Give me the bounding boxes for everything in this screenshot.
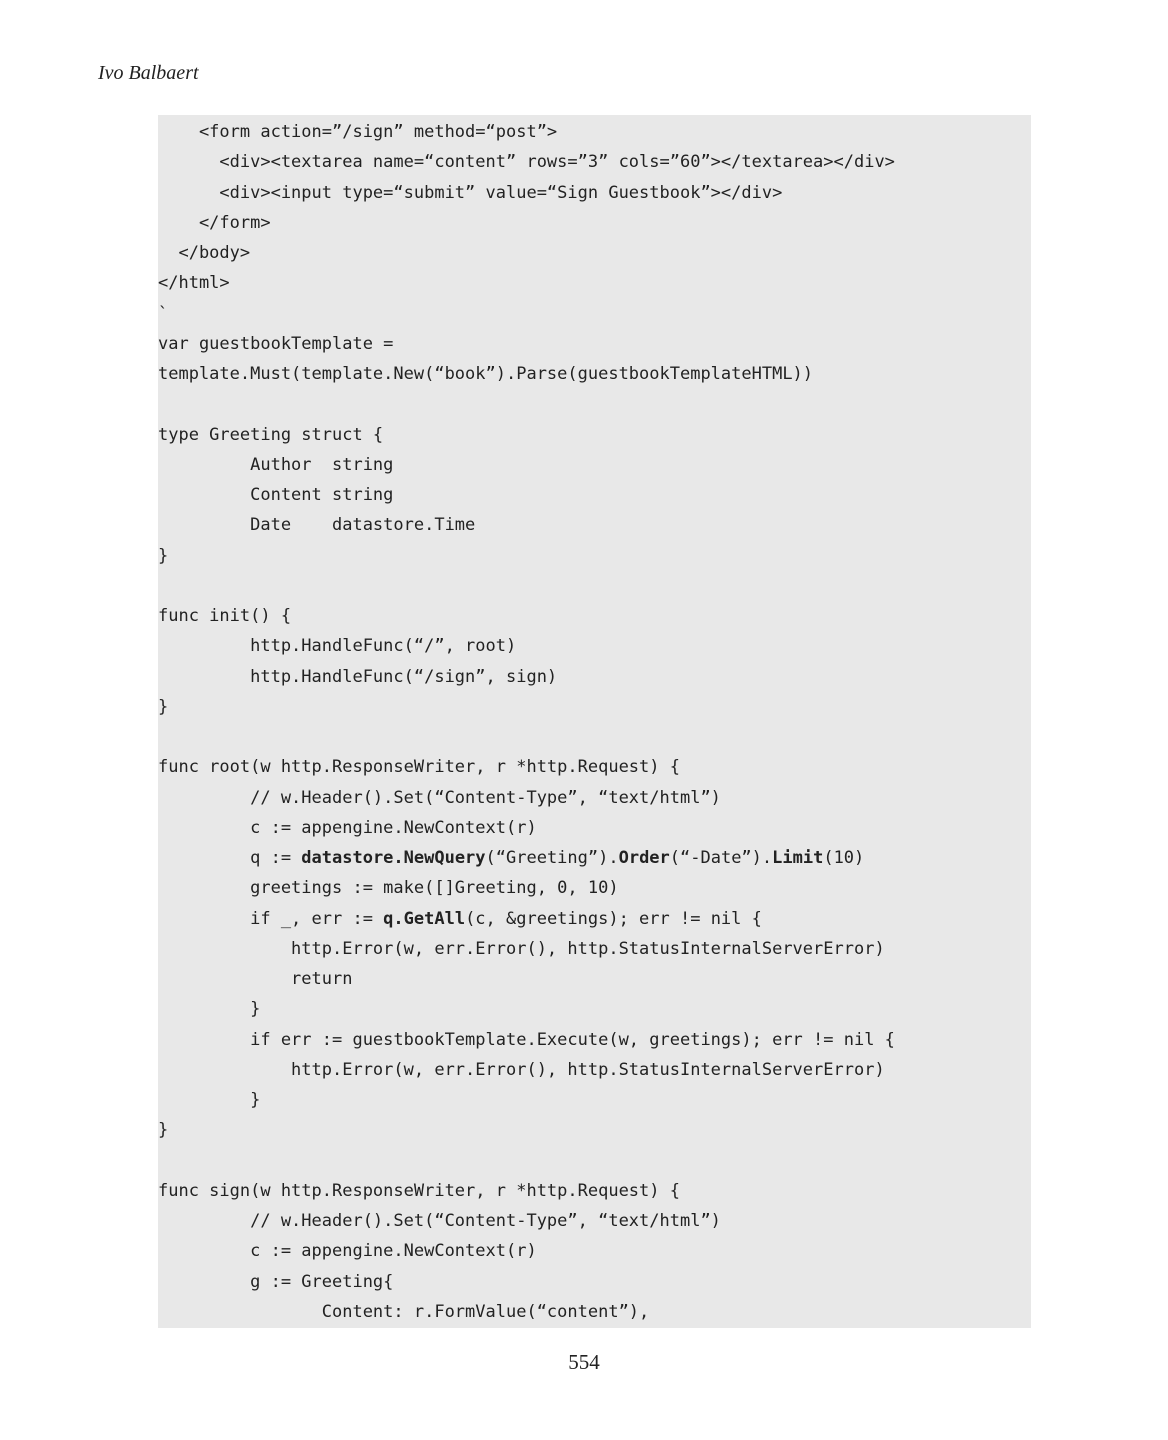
code-line [158, 541, 895, 571]
code-text: return [158, 969, 353, 989]
code-listing [158, 115, 1031, 1328]
code-text: } [158, 1090, 261, 1110]
code-line [158, 329, 895, 359]
code-text: ` [158, 303, 169, 324]
code-line [158, 268, 895, 298]
code-text: Author string [158, 454, 394, 475]
running-header-author: Ivo Balbaert [98, 62, 199, 84]
code-bold-token: datastore.NewQuery [301, 848, 486, 868]
code-line [158, 994, 895, 1024]
code-line [158, 147, 895, 177]
code-text: Content: r.FormValue(“content”), [158, 1301, 650, 1322]
code-text: } [158, 999, 261, 1020]
code-bold-token: q.GetAll [383, 908, 466, 929]
code-line [158, 722, 895, 752]
code-line [158, 904, 895, 934]
code-line [158, 964, 895, 994]
code-line [158, 1176, 895, 1206]
code-text: http.Error(w, err.Error(), http.StatusInternalServerError) [158, 938, 885, 959]
code-text: g := Greeting{ [158, 1271, 394, 1292]
code-text: func sign(w http.ResponseWriter, r *http.Request) { [158, 1180, 680, 1201]
code-text: c := appengine.NewContext(r) [158, 1241, 537, 1262]
code-text: if _, err := [158, 908, 384, 929]
code-line [158, 813, 895, 843]
code-line [158, 1297, 895, 1327]
code-line [158, 1236, 895, 1266]
code-text: c := appengine.NewContext(r) [158, 817, 537, 838]
code-bold-token: Order [618, 848, 670, 868]
code-text: (“Greeting”). [485, 848, 619, 868]
code-line [158, 299, 895, 329]
code-text: <form action=”/sign” method=“post”> [158, 122, 558, 142]
code-line [158, 1055, 895, 1085]
code-text: // w.Header().Set(“Content-Type”, “text/html”) [158, 787, 721, 808]
code-text: (“-Date”). [669, 848, 773, 868]
code-line [158, 1115, 895, 1145]
code-text: Date datastore.Time [158, 515, 476, 536]
code-text: } [158, 1120, 169, 1141]
code-text: // w.Header().Set(“Content-Type”, “text/html”) [158, 1211, 721, 1231]
code-line [158, 631, 895, 661]
code-line [158, 1085, 895, 1115]
code-text: http.HandleFunc(“/sign”, sign) [158, 666, 558, 687]
code-text: q := [158, 848, 302, 868]
code-line [158, 752, 895, 782]
code-bold-token: Limit [772, 848, 824, 868]
code-line [158, 783, 895, 813]
code-text: template.Must(template.New(“book”).Parse(guestbookTemplateHTML)) [158, 364, 814, 384]
code-line [158, 601, 895, 631]
code-text: func root(w http.ResponseWriter, r *http.Request) { [158, 757, 680, 778]
code-text: greetings := make([]Greeting, 0, 10) [158, 878, 619, 899]
code-line [158, 873, 895, 903]
code-line [158, 359, 895, 389]
code-lines [158, 117, 895, 1327]
code-line [158, 238, 895, 268]
code-text: </form> [158, 212, 271, 233]
code-text: <div><textarea name=“content” rows=”3” cols=”60”></textarea></div> [158, 152, 895, 173]
code-line [158, 389, 895, 419]
code-line [158, 1206, 895, 1236]
code-line [158, 1267, 895, 1297]
code-line [158, 480, 895, 510]
code-line [158, 843, 895, 873]
code-text: Content string [158, 485, 394, 505]
code-line [158, 510, 895, 540]
page-number: 554 [568, 1350, 600, 1374]
code-text: type Greeting struct { [158, 424, 384, 445]
code-line [158, 178, 895, 208]
code-text: func init() { [158, 606, 292, 626]
code-text: <div><input type=“submit” value=“Sign Guestbook”></div> [158, 182, 783, 203]
code-text: } [158, 545, 169, 566]
code-text: } [158, 696, 169, 717]
code-line [158, 934, 895, 964]
code-text: (10) [823, 848, 865, 868]
code-line [158, 208, 895, 238]
code-line [158, 692, 895, 722]
code-text: http.HandleFunc(“/”, root) [158, 636, 517, 657]
code-line [158, 117, 895, 147]
code-line [158, 662, 895, 692]
code-line [158, 450, 895, 480]
code-line [158, 420, 895, 450]
code-text: if err := guestbookTemplate.Execute(w, greetings); err != nil { [158, 1029, 895, 1050]
code-text: </html> [158, 273, 230, 294]
code-text: (c, &greetings); err != nil { [465, 908, 762, 929]
code-line [158, 571, 895, 601]
code-line [158, 1146, 895, 1176]
code-text: var guestbookTemplate = [158, 333, 394, 354]
code-text: </body> [158, 243, 251, 263]
code-line [158, 1025, 895, 1055]
code-text: http.Error(w, err.Error(), http.StatusInternalServerError) [158, 1059, 885, 1080]
